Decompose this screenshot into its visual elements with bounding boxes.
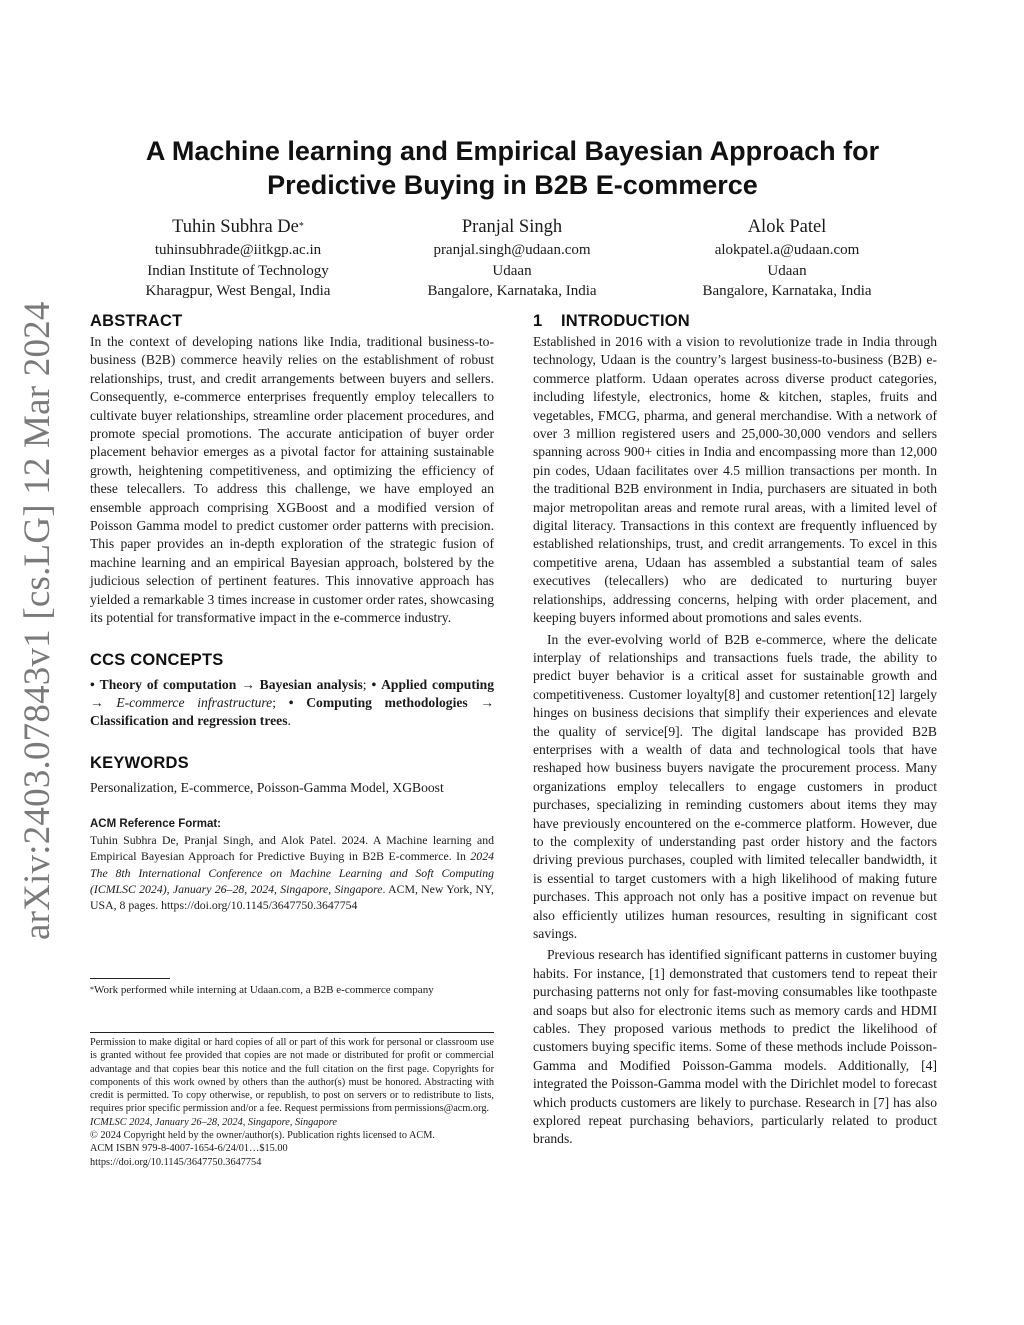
author-block-3 (647, 214, 927, 302)
left-column (90, 309, 494, 913)
footnote-divider (90, 978, 170, 979)
paper-title (90, 134, 935, 202)
author-name: Pranjal Singh (461, 217, 563, 237)
author-email: tuhinsubhrade@iitkgp.ac.in (154, 242, 322, 258)
copyright-line: © 2024 Copyright held by the owner/author(s). Publication rights licensed to ACM. (90, 1130, 436, 1142)
author-location: Bangalore, Karnataka, India (702, 283, 872, 299)
intro-paragraph-3: Previous research has identified significant patterns in customer buying habits. For instance, [1] demonstrated that customers tend to repeat their purchasing patterns not only for fast-moving consumables like toothpaste and soaps but also for electronic items such as memory cards and HDMI cables. They proposed various methods to predict the likelihood of customers buying specific items. Some of these methods include Poisson-Gamma and Modified Poisson-Gamma models. Additionally, [4] integrated the Poisson-Gamma model with the Dirichlet model to forecast which products customers are likely to purchase. Research in [7] has also explored repeat purchasing behaviors, particularly related to product brands. (533, 947, 937, 1147)
right-column (533, 309, 937, 1149)
author-name: Alok Patel (747, 217, 827, 237)
conference-line: ICMLSC 2024, January 26–28, 2024, Singapore, Singapore (90, 1116, 337, 1128)
ccs-concepts: • Theory of computation → Bayesian analysis; • Applied computing → E-commerce infrastructure; • Computing methodologies → Classification and regression trees. (90, 676, 495, 729)
ccs-heading: CCS CONCEPTS (90, 650, 224, 669)
footnote: *Work performed while interning at Udaan.com, a B2B e-commerce company (90, 984, 434, 996)
doi-link[interactable]: https://doi.org/10.1145/3647750.3647754 (90, 1156, 262, 1168)
author-affiliation: Udaan (767, 262, 807, 279)
author-block-2 (372, 214, 652, 302)
title-line-1: A Machine learning and Empirical Bayesian Approach for (145, 136, 880, 166)
acm-reference-heading: ACM Reference Format: (90, 818, 221, 831)
intro-paragraph-1: Established in 2016 with a vision to revolutionize trade in India through technology, Udaan is the country’s largest business-to-business (B2B) e-commerce platform. Udaan operates across diverse product categories, including lifestyle, electronics, home & kitchen, staples, fruits and vegetables, FMCG, pharma, and general merchandise. With a network of over 3 million registered users and 25,000-30,000 vendors and sellers spanning across 900+ cities in India and encompassing more than 12,000 pin codes, Udaan facilitates over 4.5 million transactions per month. In the traditional B2B environment in India, purchasers are situated in both major metropolitan areas and remote rural areas, with a limited level of digital literacy. Transactions in this context are frequently influenced by established relationships, trust, and credit arrangements. To excel in this competitive arena, Udaan has assembled a substantial team of sales executives (telecallers) who are dedicated to nurturing buyer relationships, addressing concerns, helping with order placement, and keeping buyers informed about promotions and sales events. (533, 334, 937, 626)
author-footnote-mark: * (298, 221, 304, 232)
arxiv-identifier: arXiv:2403.07843v1 [cs.LG] 12 Mar 2024 (17, 301, 58, 940)
isbn-line: ACM ISBN 979-8-4007-1654-6/24/01…$15.00 (90, 1143, 288, 1155)
intro-paragraph-2: In the ever-evolving world of B2B e-commerce, where the delicate interplay of relationships and transactions fuels trade, the ability to predict buyer behavior is a critical asset for sustainable growth and competitiveness. Customer loyalty[8] and customer retention[12] largely hinges on business decisions that simplify their experiences and elevate the quality of service[9]. The digital landscape has provided B2B enterprises with a wealth of data and technological tools that have reshaped how business buyers navigate the procurement process. Many organizations employ telecallers to engage customers in product purchases, specializing in reminding customers about items they may have previously encountered on the e-commerce platform. However, due to the complexity of understanding past order history and the factors driving previous purchases, coupled with limited telecaller bandwidth, it is essential to target customers with a high likelihood of making future purchases. This approach not only has a positive impact on revenue but also efficiently utilizes human resources, resulting in significant cost savings. (533, 631, 937, 941)
title-line-2: Predictive Buying in B2B E-commerce (267, 170, 758, 200)
keywords-text: Personalization, E-commerce, Poisson-Gamma Model, XGBoost (90, 779, 444, 795)
permission-notice (90, 1036, 494, 1169)
author-location: Bangalore, Karnataka, India (427, 283, 597, 299)
author-email: pranjal.singh@udaan.com (433, 242, 591, 258)
author-email: alokpatel.a@udaan.com (714, 242, 860, 258)
acm-reference-text: Tuhin Subhra De, Pranjal Singh, and Alok Patel. 2024. A Machine learning and Empirical Bayesian Approach for Predictive Buying in B2B E-commerce. In 2024 The 8th International Conference on Machine Learning and Soft Computing (ICMLSC 2024), January 26–28, 2024, Singapore, Singapore. ACM, New York, NY, USA, 8 pages. https://doi.org/10.1145/3647750.3647754 (90, 833, 494, 912)
author-affiliation: Indian Institute of Technology (147, 262, 329, 279)
abstract-heading: ABSTRACT (90, 312, 183, 330)
author-block-1 (98, 214, 378, 302)
keywords-heading: KEYWORDS (90, 753, 189, 772)
introduction-heading: 1 INTRODUCTION (533, 312, 690, 330)
author-location: Kharagpur, West Bengal, India (145, 283, 331, 299)
permission-divider (90, 1032, 494, 1033)
author-name: Tuhin Subhra De* (172, 217, 304, 237)
author-affiliation: Udaan (492, 262, 532, 279)
abstract-text: In the context of developing nations like India, traditional business-to-business (B2B) commerce heavily relies on the establishment of robust relationships, trust, and credit arrangements between buyers and sellers. Consequently, e-commerce enterprises frequently employ telecallers to cultivate buyer relationships, streamline order placement procedures, and promote special promotions. The accurate anticipation of buyer order placement behavior emerges as a pivotal factor for attaining sustainable growth, heightening competitiveness, and optimizing the efficiency of these telecallers. To address this challenge, we have employed an ensemble approach comprising XGBoost and a modified version of Poisson Gamma model to predict customer order patterns with precision. This paper provides an in-depth exploration of the strategic fusion of machine learning and an empirical Bayesian approach, bolstered by the judicious selection of pertinent features. This innovative approach has yielded a remarkable 3 times increase in customer order rates, showcasing its potential for transformative impact in the e-commerce industry. (90, 334, 494, 626)
permission-text: Permission to make digital or hard copies of all or part of this work for personal or classroom use is granted without fee provided that copies are not made or distributed for profit or commercial advantage and that copies bear this notice and the full citation on the first page. Copyrights for components of this work owned by others than the author(s) must be honored. Abstracting with credit is permitted. To copy otherwise, or republish, to post on servers or to redistribute to lists, requires prior specific permission and/or a fee. Request permissions from permissions@acm.org. (90, 1037, 494, 1115)
